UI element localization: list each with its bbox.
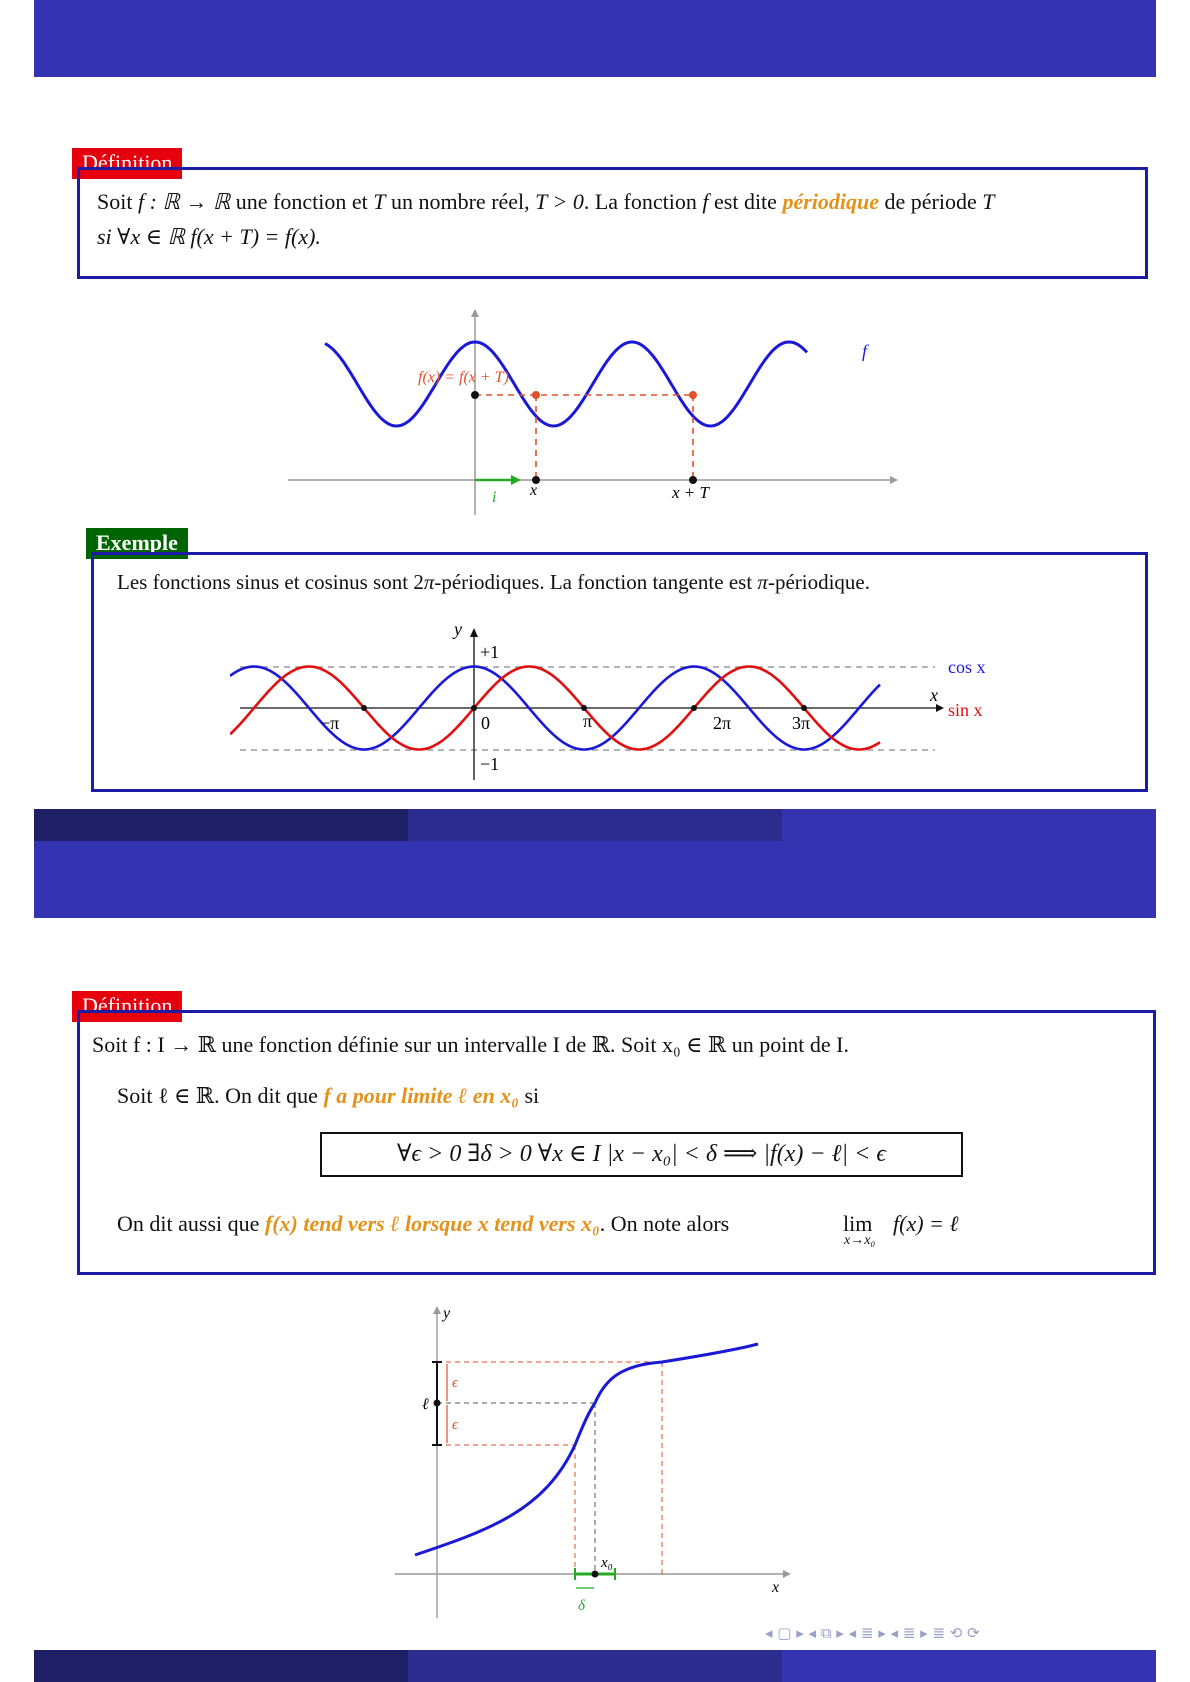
slide2-line3: On dit aussi que f(x) tend vers ℓ lorsque x tend vers x₀. On note alors (117, 1211, 730, 1236)
limit-x-label: x (772, 1579, 780, 1596)
lim-expression: f(x) = ℓ (893, 1211, 959, 1236)
trig-plus1-label: +1 (480, 642, 500, 662)
point-fxT (689, 391, 697, 399)
point-fx (532, 391, 540, 399)
cos-label: cos x (948, 657, 986, 677)
xT-label: x + T (672, 483, 709, 502)
trig-2pi-label: 2π (713, 713, 732, 733)
slide1-definition-line1: Soit f : ℝ → ℝ une fonction et T un nombre réel, T > 0. La fonction f est dite périodique de période T (97, 189, 995, 214)
ell-label: ℓ (422, 1396, 429, 1413)
graph1-y-arrow (471, 309, 479, 317)
trig-y-label: y (454, 619, 462, 639)
sin-zero-dot (471, 705, 477, 711)
slide1-example-text: Les fonctions sinus et cosinus sont 2π-périodiques. La fonction tangente est π-périodique. (117, 570, 870, 594)
sin-cos-graph (230, 615, 1000, 785)
ell-point (434, 1400, 441, 1407)
slide2-line1: Soit f : I → ℝ une fonction définie sur un intervalle I de ℝ. Soit x₀ ∈ ℝ un point de I. (92, 1032, 850, 1057)
limit-graph (390, 1300, 810, 1620)
sin-label: sin x (948, 700, 983, 720)
slide2-footer (34, 1650, 1156, 1682)
eps-bottom-label: ϵ (452, 1417, 459, 1433)
x0-label: x₀ (601, 1555, 613, 1571)
slide2-header-band (34, 841, 1156, 918)
slide2-line2: Soit ℓ ∈ ℝ. On dit que f a pour limite ℓ en x₀ si (117, 1083, 540, 1108)
slide1-definition-label: Définition (72, 148, 182, 179)
limit-y-label: y (443, 1305, 451, 1322)
beamer-navigation-symbols[interactable]: ◂ ▢ ▸ ◂ ⧉ ▸ ◂ ≣ ▸ ◂ ≣ ▸ ≣ ⟲ ⟳ (765, 1624, 980, 1642)
eps-top-label: ϵ (452, 1375, 459, 1391)
slide1-footer (34, 809, 1156, 841)
trig-minus-pi-label: −π (320, 713, 340, 733)
periodique-term: périodique (782, 189, 879, 214)
slide1-header-band (34, 0, 1156, 77)
sin-zero-dot (691, 705, 697, 711)
slide1-example-label: Exemple (86, 528, 188, 559)
slide1-definition-line2: si ∀x ∈ ℝ f(x + T) = f(x). (97, 224, 321, 249)
trig-3pi-label: 3π (792, 713, 811, 733)
limit-curve (415, 1344, 758, 1555)
delta-label: δ (578, 1598, 585, 1614)
trig-minus1-label: −1 (480, 754, 500, 774)
f-curve-label: f (862, 341, 868, 361)
trig-x-label: x (930, 685, 938, 705)
unit-vector-head (511, 475, 521, 485)
tend-vers-term: f(x) tend vers ℓ lorsque x tend vers x₀ (264, 1211, 600, 1236)
periodic-curve (325, 342, 807, 426)
x0-point (592, 1571, 599, 1578)
unit-vector-label: i⃗ (492, 489, 509, 506)
lim-subscript: x→x₀ (844, 1233, 876, 1248)
graph1-x-arrow (890, 476, 898, 484)
lim-notation: lim (843, 1211, 873, 1236)
slide2-definition-label: Définition (72, 991, 182, 1022)
point-f0 (471, 391, 479, 399)
limite-term: f a pour limite ℓ en x₀ (323, 1083, 519, 1108)
limit-formula-box: ∀ϵ > 0 ∃δ > 0 ∀x ∈ I |x − x₀| < δ ⟹ |f(x) − ℓ| < ϵ (320, 1132, 963, 1177)
sin-zero-dot (801, 705, 807, 711)
trig-pi-label: π (583, 711, 593, 731)
periodic-function-graph (280, 305, 900, 520)
equality-label: f(x) = f(x + T) (418, 369, 509, 386)
sin-zero-dot (361, 705, 367, 711)
x-label: x (530, 482, 538, 499)
trig-zero-label: 0 (481, 713, 490, 733)
